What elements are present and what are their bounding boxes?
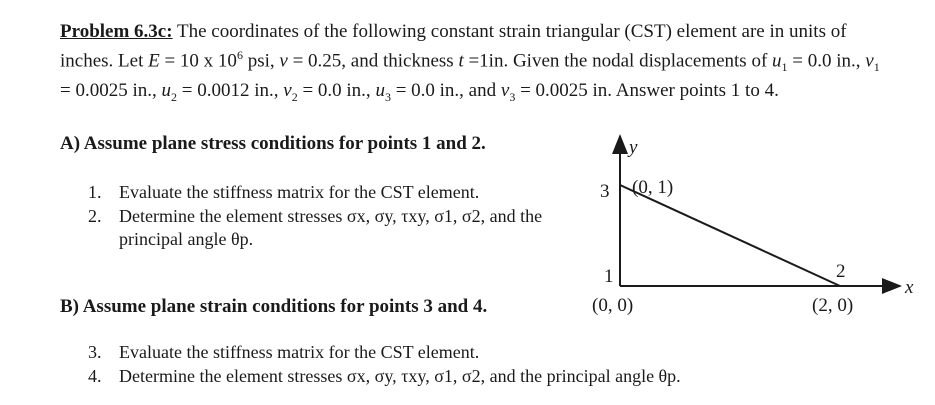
statement-text: The coordinates of the following constant strain triangular (CST) element are in units of inches. Let [60, 21, 847, 71]
item-number: 2. [88, 205, 102, 226]
problem-title: Problem 6.3c: [60, 21, 173, 42]
item-number: 4. [88, 365, 102, 386]
section-b-heading: B) Assume plane strain conditions for points 3 and 4. [60, 296, 488, 317]
statement-text: = 0.0025 in. Answer points 1 to 4. [515, 80, 779, 102]
thickness-symbol: t [458, 49, 464, 71]
item-text: Determine the element stresses σx, σy, τxy, σ1, σ2, and the principal angle θp. [119, 205, 543, 249]
statement-text: = 0.0 in., [787, 49, 866, 71]
modulus-symbol: E [148, 49, 160, 71]
disp-symbol: u [772, 49, 782, 71]
x-axis-label: x [905, 277, 914, 298]
y-axis-label: y [629, 137, 638, 158]
disp-symbol: u [161, 80, 171, 102]
item-text: Evaluate the stiffness matrix for the CST element. [119, 342, 480, 362]
disp-symbol: u [375, 80, 385, 102]
triangle-hypotenuse [620, 185, 840, 286]
disp-symbol: v [500, 80, 510, 102]
poisson-symbol: v [279, 49, 288, 71]
item-text: Determine the element stresses σx, σy, τxy, σ1, σ2, and the principal angle θp. [119, 365, 681, 386]
statement-text: = 0.0012 in., [177, 80, 284, 102]
node-2-coord: (2, 0) [812, 295, 854, 316]
disp-subscript: 2 [171, 89, 177, 104]
item-number: 1. [88, 182, 102, 202]
statement-text: = 0.0 in., and [390, 80, 501, 102]
node-1-label: 1 [604, 266, 614, 287]
disp-symbol: v [865, 49, 874, 71]
disp-subscript: 1 [781, 59, 788, 74]
item-number: 3. [88, 342, 102, 362]
section-a-heading: A) Assume plane stress conditions for points 1 and 2. [60, 133, 486, 154]
statement-text: = 0.0025 in., [60, 80, 162, 102]
statement-text: = 10 x 10 [159, 49, 237, 71]
disp-subscript: 1 [873, 59, 880, 74]
disp-symbol: v [283, 80, 292, 102]
disp-subscript: 2 [291, 89, 298, 104]
item-text: Evaluate the stiffness matrix for the CST element. [119, 182, 480, 202]
statement-text: = 0.25, and thickness [287, 49, 459, 71]
statement-text: = 0.0 in., [297, 80, 376, 102]
node-3-coord: (0, 1) [632, 177, 674, 198]
node-3-label: 3 [600, 181, 610, 202]
node-1-coord: (0, 0) [592, 295, 634, 316]
node-2-label: 2 [836, 261, 846, 282]
exponent: 6 [236, 47, 243, 62]
statement-text: =1in. Given the nodal displacements of [463, 49, 773, 71]
statement-text: psi, [242, 49, 280, 71]
disp-subscript: 3 [509, 89, 516, 104]
disp-subscript: 3 [384, 89, 391, 104]
